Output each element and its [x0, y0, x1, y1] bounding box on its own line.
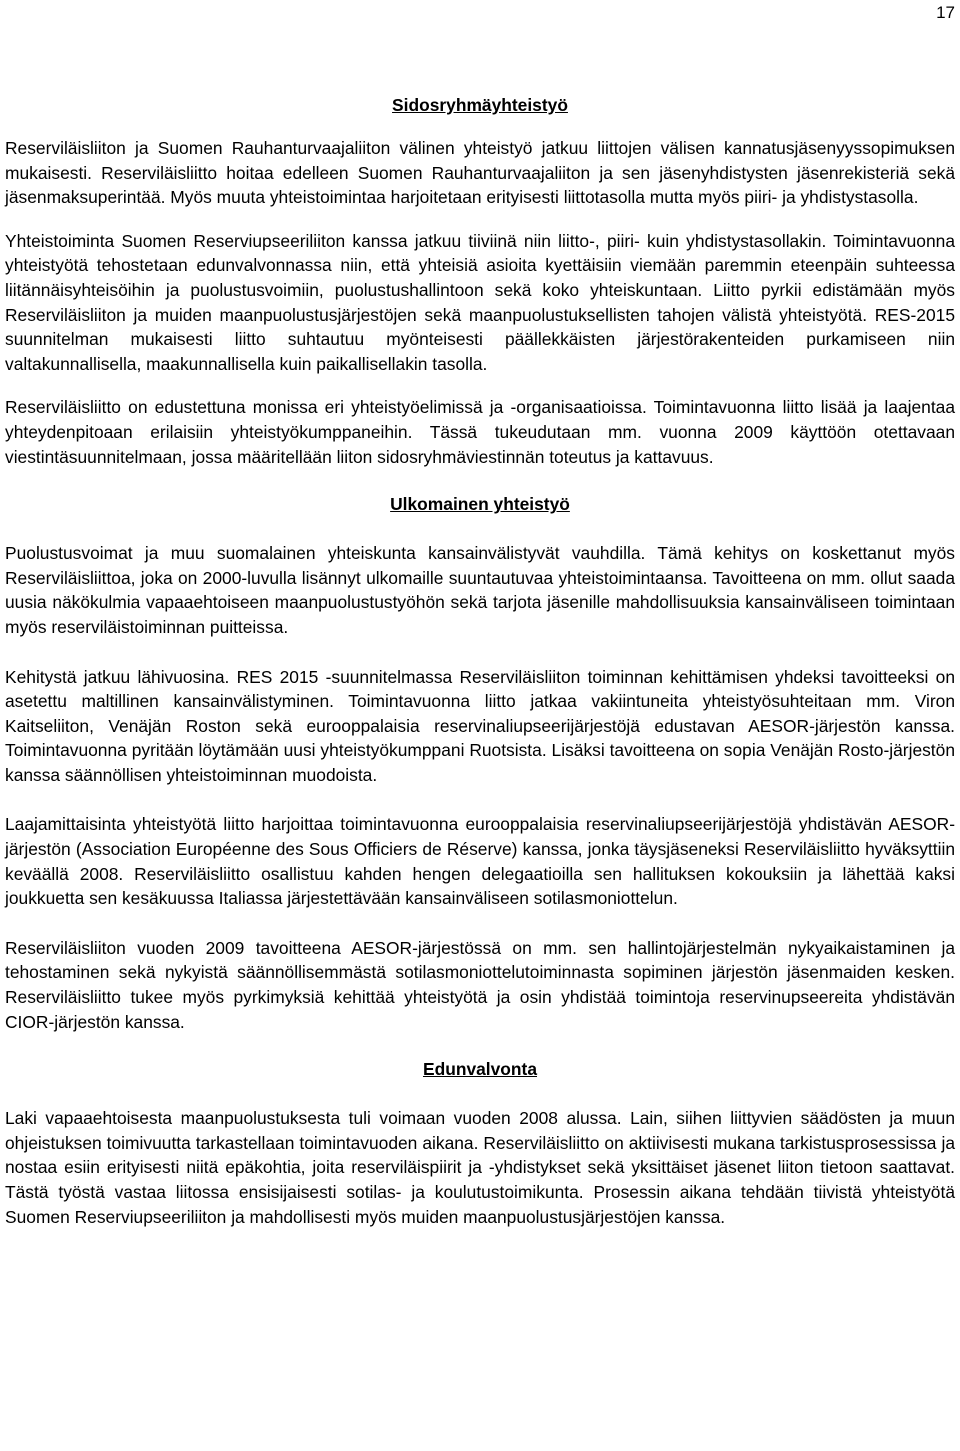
paragraph: Laajamittaisinta yhteistyötä liitto harjoittaa toimintavuonna eurooppalaisia reservinaliupseerijärjestöjä yhdistävän AESOR-järjestön (Association Européenne des Sous Officiers de Réserve) kanssa, jonka täysjäseneksi Reserviläisliitto hyväksyttiin keväällä 2008. Reserviläisliitto osallistuu kahden hengen delegaatioilla sen hallituksen kokouksiin ja lähettää kaksi joukkuetta sen kesäkuussa Italiassa järjestettävään kansainväliseen sotilasmoniottelun. — [5, 814, 955, 909]
paragraph: Reserviläisliiton ja Suomen Rauhanturvaajaliiton välinen yhteistyö jatkuu liittojen välisen kannatusjäsenyyssopimuksen mukaisesti. Reserviläisliitto hoitaa edelleen Suomen Rauhanturvaajaliiton ja sen jäsenyhdistysten jäsenrekisteriä sekä jäsenmaksuperintää. Myös muuta yhteistoimintaa harjoitetaan erityisesti liittotasolla mutta myös piiri- ja yhdistystasolla. — [5, 138, 955, 208]
document-body — [5, 93, 955, 1229]
paragraph: Kehitystä jatkuu lähivuosina. RES 2015 -suunnitelmassa Reserviläisliiton toiminnan kehittämisen yhdeksi tavoitteeksi on asetettu maltillinen kansainvälistyminen. Toimintavuonna liitto jatkaa vakiintuneita yhteistyösuhteitaan mm. Viron Kaitseliiton, Venäjän Roston sekä eurooppalaisia reservinaliupseerijärjestöjä edustavan AESOR-järjestön kanssa. Toimintavuonna pyritään löytämään uusi yhteistyökumppani Ruotsista. Lisäksi tavoitteena on sopia Venäjän Rosto-järjestön kanssa säännöllisen yhteistoiminnan muodoista. — [5, 666, 955, 785]
section-heading: Edunvalvonta — [422, 1059, 538, 1080]
section-heading: Sidosryhmäyhteistyö — [392, 95, 568, 115]
paragraph: Reserviläisliiton vuoden 2009 tavoitteena AESOR-järjestössä on mm. sen hallintojärjestelmän nykyaikaistaminen ja tehostaminen sekä nykyistä säännöllisemmästä sotilasmoniottelutoiminnasta sopiminen järjestön jäsenmaiden kesken. Reserviläisliitto tukee myös pyrkimyksiä kehittää yhteistyötä ja osin yhdistää toimintoja reservinupseereita yhdistävän CIOR-järjestön kanssa. — [5, 937, 955, 1032]
paragraph: Laki vapaaehtoisesta maanpuolustuksesta tuli voimaan vuoden 2008 alussa. Lain, siihen liittyvien säädösten ja muun ohjeistuksen toimivuutta tarkastellaan toimintavuoden aikana. Reserviläisliitto on aktiivisesti mukana tarkistusprosessissa ja nostaa esiin erityisesti niitä epäkohtia, joita reserviläispiirit ja -yhdistykset sekä yksittäiset jäsenet liiton tietoon saattavat. Tästä työstä vastaa liitossa ensisijaisesti sotilas- ja koulutustoimikunta. Prosessin aikana tehdään tiivistä yhteistyötä Suomen Reserviupseeriliiton ja mahdollisesti myös muiden maanpuolustusjärjestöjen kanssa. — [5, 1108, 955, 1227]
page-number: 17 — [936, 3, 955, 22]
paragraph: Puolustusvoimat ja muu suomalainen yhteiskunta kansainvälistyvät vauhdilla. Tämä kehitys on koskettanut myös Reserviläisliittoa, joka on 2000-luvulla lisännyt ulkomaille suuntautuvaa yhteistoimintaansa. Tavoitteena on mm. ollut saada uusia näkökulmia vapaaehtoiseen maanpuolustustyöhön sekä tarjota jäsenille mahdollisuuksia kansainväliseen toimintaan myös reserviläistoiminnan puitteissa. — [5, 543, 955, 637]
paragraph: Yhteistoiminta Suomen Reserviupseeriliiton kanssa jatkuu tiiviinä niin liitto-, piiri- kuin yhdistystasollakin. Toimintavuonna yhteistyötä tehostetaan edunvalvonnassa niin, että yhteisiä asioita kyettäisiin viemään paremmin eteenpäin suhteessa liitännäisyhteisöihin ja puolustusvoimiin, puolustushallintoon sekä koko yhteiskuntaan. Liitto pyrkii edistämään myös Reserviläisliiton ja muiden maanpuolustusjärjestöjen sekä maanpuolustuksellisten tahojen välistä yhteistyötä. RES-2015 suunnitelman mukaisesti liitto suhtautuu myönteisesti päällekkäisten järjestörakenteiden purkamiseen niin valtakunnallisella, maakunnallisella kuin paikallisellakin tasolla. — [5, 230, 955, 374]
section-heading: Ulkomainen yhteistyö — [390, 494, 570, 515]
paragraph: Reserviläisliitto on edustettuna monissa eri yhteistyöelimissä ja -organisaatioissa. Toimintavuonna liitto lisää ja laajentaa yhteydenpitoaan erilaisiin yhteistyökumppaneihin. Tässä tukeudutaan mm. vuonna 2009 käyttöön otettavaan viestintäsuunnitelmaan, jossa määritellään liiton sidosryhmäviestinnän toteutus ja kattavuus. — [5, 397, 955, 467]
